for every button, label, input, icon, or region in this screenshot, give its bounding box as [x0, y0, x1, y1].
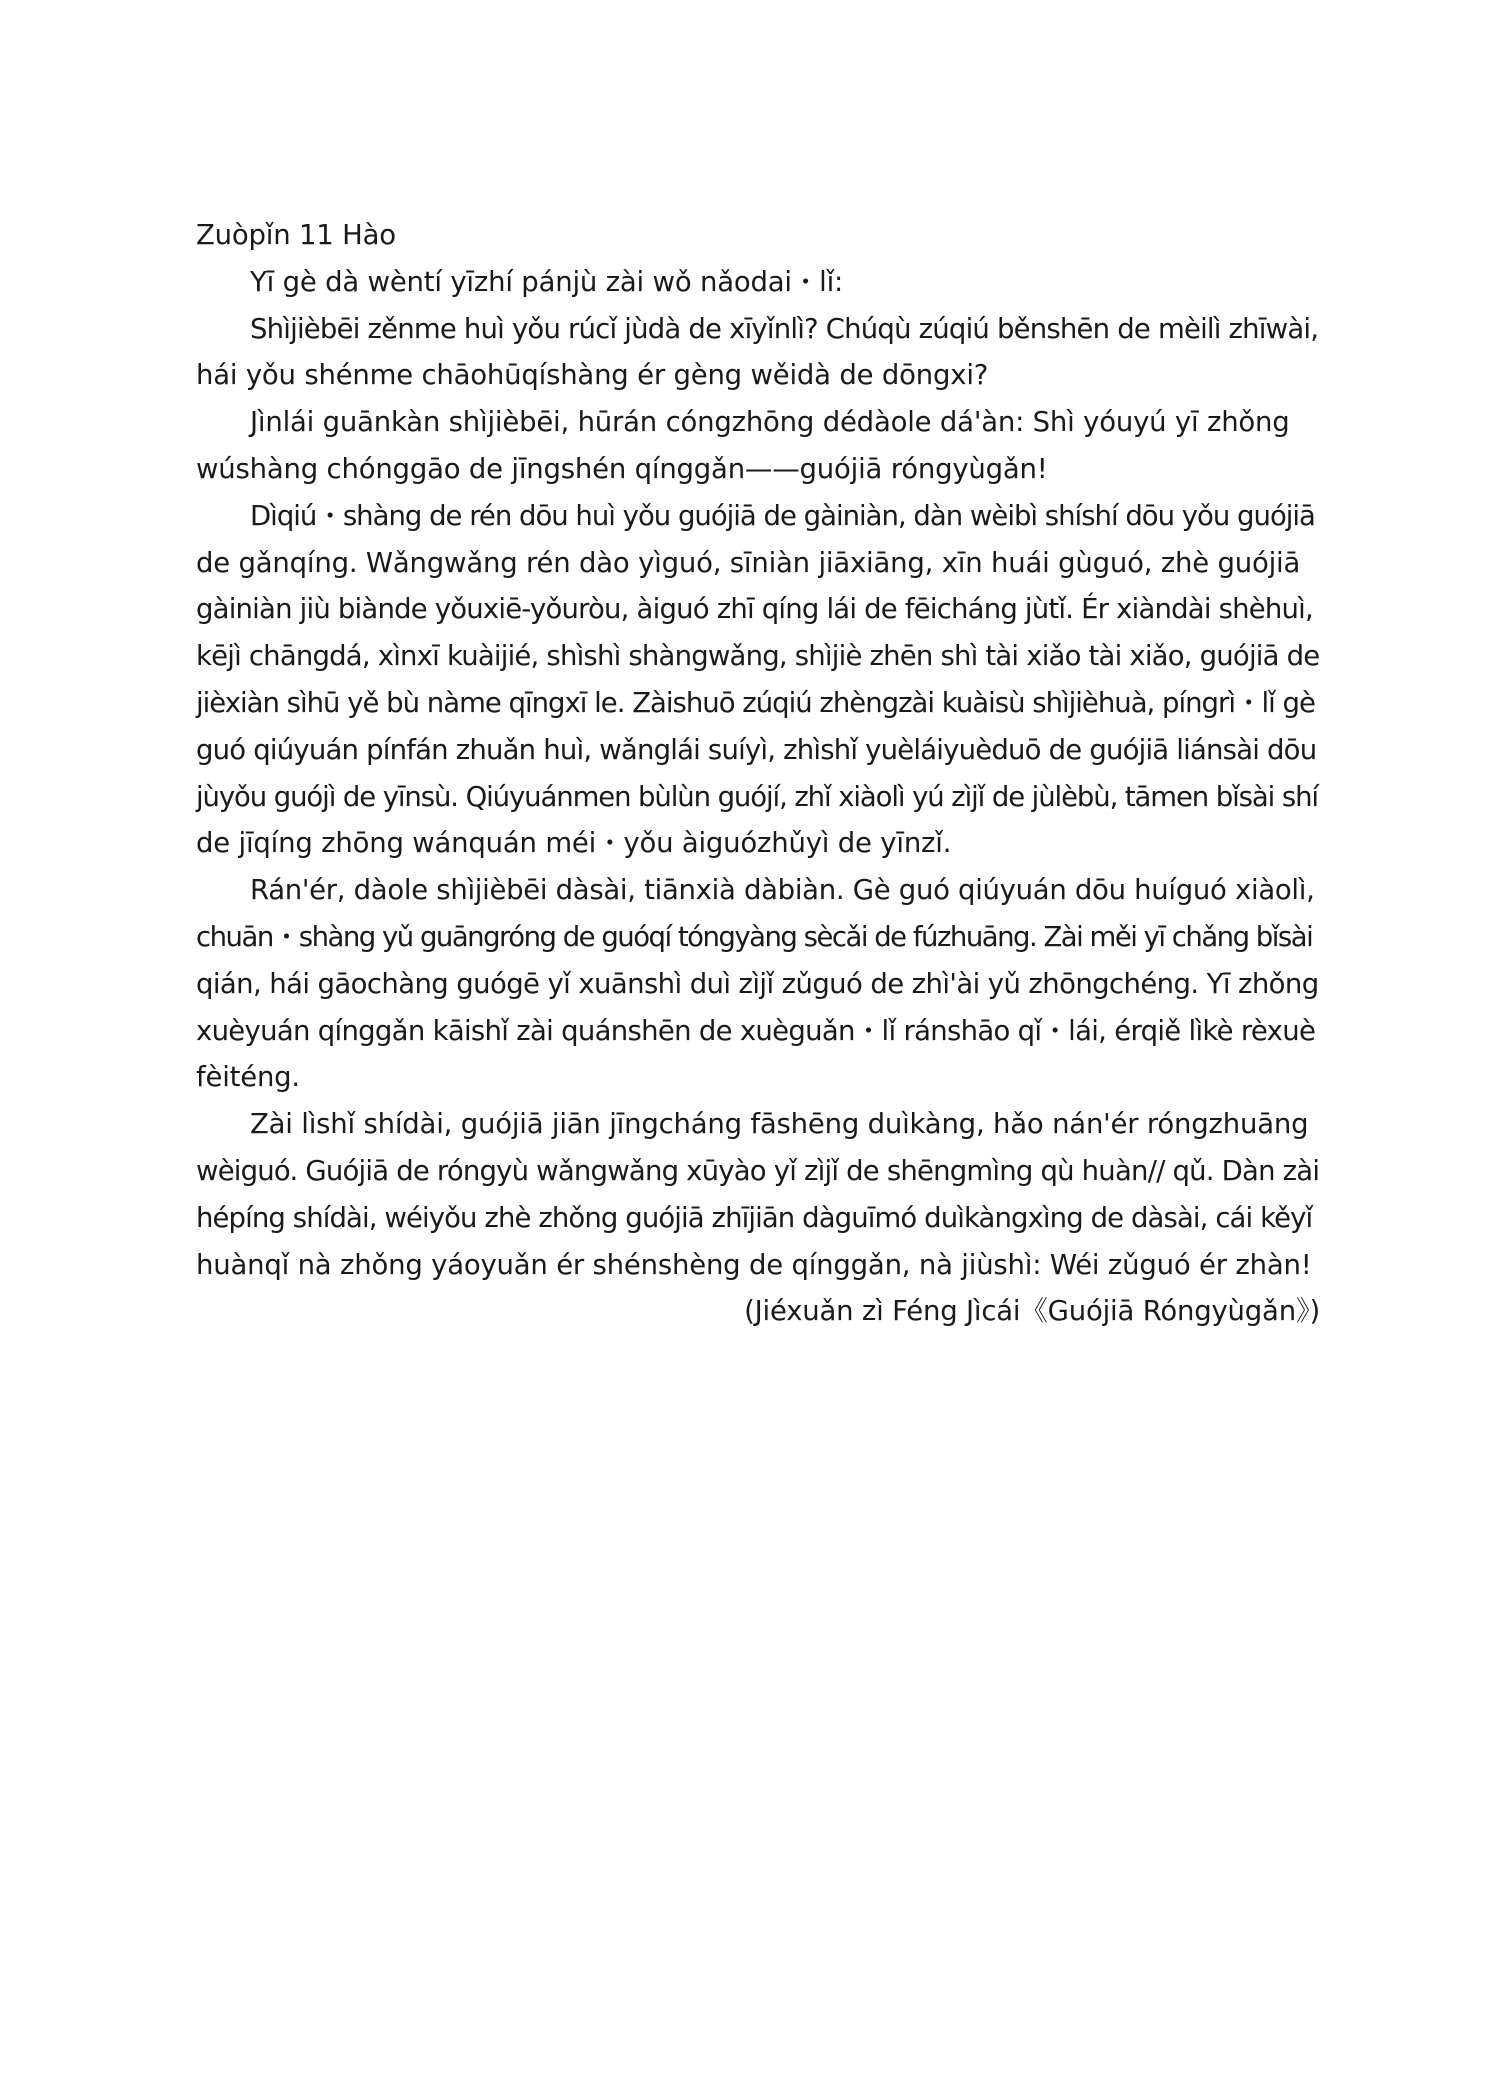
- paragraph-line: huànqǐ nà zhǒng yáoyuǎn ér shénshèng de qínggǎn, nà jiùshì: Wéi zǔguó ér zhàn!: [196, 1248, 1312, 1281]
- paragraph-line: Dìqiú・shàng de rén dōu huì yǒu guójiā de gàiniàn, dàn wèibì shíshí dōu yǒu guójiā: [250, 499, 1315, 532]
- paragraph-line: de jīqíng zhōng wánquán méi・yǒu àiguózhǔyì de yīnzǐ.: [196, 827, 952, 860]
- paragraph-line: de gǎnqíng. Wǎngwǎng rén dào yìguó, sīniàn jiāxiāng, xīn huái gùguó, zhè guójiā: [196, 546, 1301, 579]
- paragraph-line: jùyǒu guójì de yīnsù. Qiúyuánmen bùlùn guójí, zhǐ xiàolì yú zìjǐ de jùlèbù, tāmen bǐsài shí: [196, 780, 1318, 813]
- paragraph-line: guó qiúyuán pínfán zhuǎn huì, wǎnglái suíyì, zhìshǐ yuèláiyuèduō de guójiā liánsài dōu: [196, 733, 1317, 766]
- paragraph-line: qián, hái gāochàng guógē yǐ xuānshì duì zìjǐ zǔguó de zhì'ài yǔ zhōngchéng. Yī zhǒng: [196, 967, 1319, 1000]
- paragraph-line: wúshàng chónggāo de jīngshén qínggǎn——guójiā róngyùgǎn!: [196, 452, 1048, 485]
- paragraph-line: jièxiàn sìhū yě bù nàme qīngxī le. Zàishuō zúqiú zhèngzài kuàisù shìjièhuà, píngrì・lǐ gè: [196, 686, 1315, 719]
- paragraph-line: hái yǒu shénme chāohūqíshàng ér gèng wěidà de dōngxi?: [196, 359, 989, 392]
- paragraph-line: kējì chāngdá, xìnxī kuàijié, shìshì shàngwǎng, shìjiè zhēn shì tài xiǎo tài xiǎo, guójiā de: [196, 640, 1320, 673]
- paragraph-line: fèiténg.: [196, 1061, 300, 1094]
- paragraph-line: Yī gè dà wèntí yīzhí pánjù zài wǒ nǎodai・lǐ:: [250, 265, 844, 298]
- paragraph-line: hépíng shídài, wéiyǒu zhè zhǒng guójiā zhījiān dàguīmó duìkàngxìng de dàsài, cái kěyǐ: [196, 1201, 1313, 1234]
- document-title: Zuòpǐn 11 Hào: [196, 219, 396, 251]
- source-citation: (Jiéxuǎn zì Féng Jìcái《Guójiā Róngyùgǎn》): [744, 1295, 1320, 1328]
- paragraph-line: chuān・shàng yǔ guāngróng de guóqí tóngyàng sècǎi de fúzhuāng. Zài měi yī chǎng bǐsài: [196, 920, 1313, 953]
- document-body: [196, 212, 1320, 1335]
- paragraph-line: wèiguó. Guójiā de róngyù wǎngwǎng xūyào yǐ zìjǐ de shēngmìng qù huàn// qǔ. Dàn zài: [196, 1154, 1320, 1187]
- paragraph-line: Zài lìshǐ shídài, guójiā jiān jīngcháng fāshēng duìkàng, hǎo nán'ér róngzhuāng: [250, 1108, 1309, 1141]
- paragraph-line: Jìnlái guānkàn shìjièbēi, hūrán cóngzhōng dédàole dá'àn: Shì yóuyú yī zhǒng: [250, 406, 1290, 439]
- paragraph-line: Rán'ér, dàole shìjièbēi dàsài, tiānxià dàbiàn. Gè guó qiúyuán dōu huíguó xiàolì,: [250, 874, 1315, 907]
- paragraph-line: xuèyuán qínggǎn kāishǐ zài quánshēn de xuèguǎn・lǐ ránshāo qǐ・lái, érqiě lìkè rèxuè: [196, 1014, 1316, 1047]
- paragraph-line: Shìjièbēi zěnme huì yǒu rúcǐ jùdà de xīyǐnlì? Chúqù zúqiú běnshēn de mèilì zhīwài,: [250, 312, 1319, 345]
- paragraph-line: gàiniàn jiù biànde yǒuxiē-yǒuròu, àiguó zhī qíng lái de fēicháng jùtǐ. Ér xiàndài shèhuì,: [196, 593, 1313, 626]
